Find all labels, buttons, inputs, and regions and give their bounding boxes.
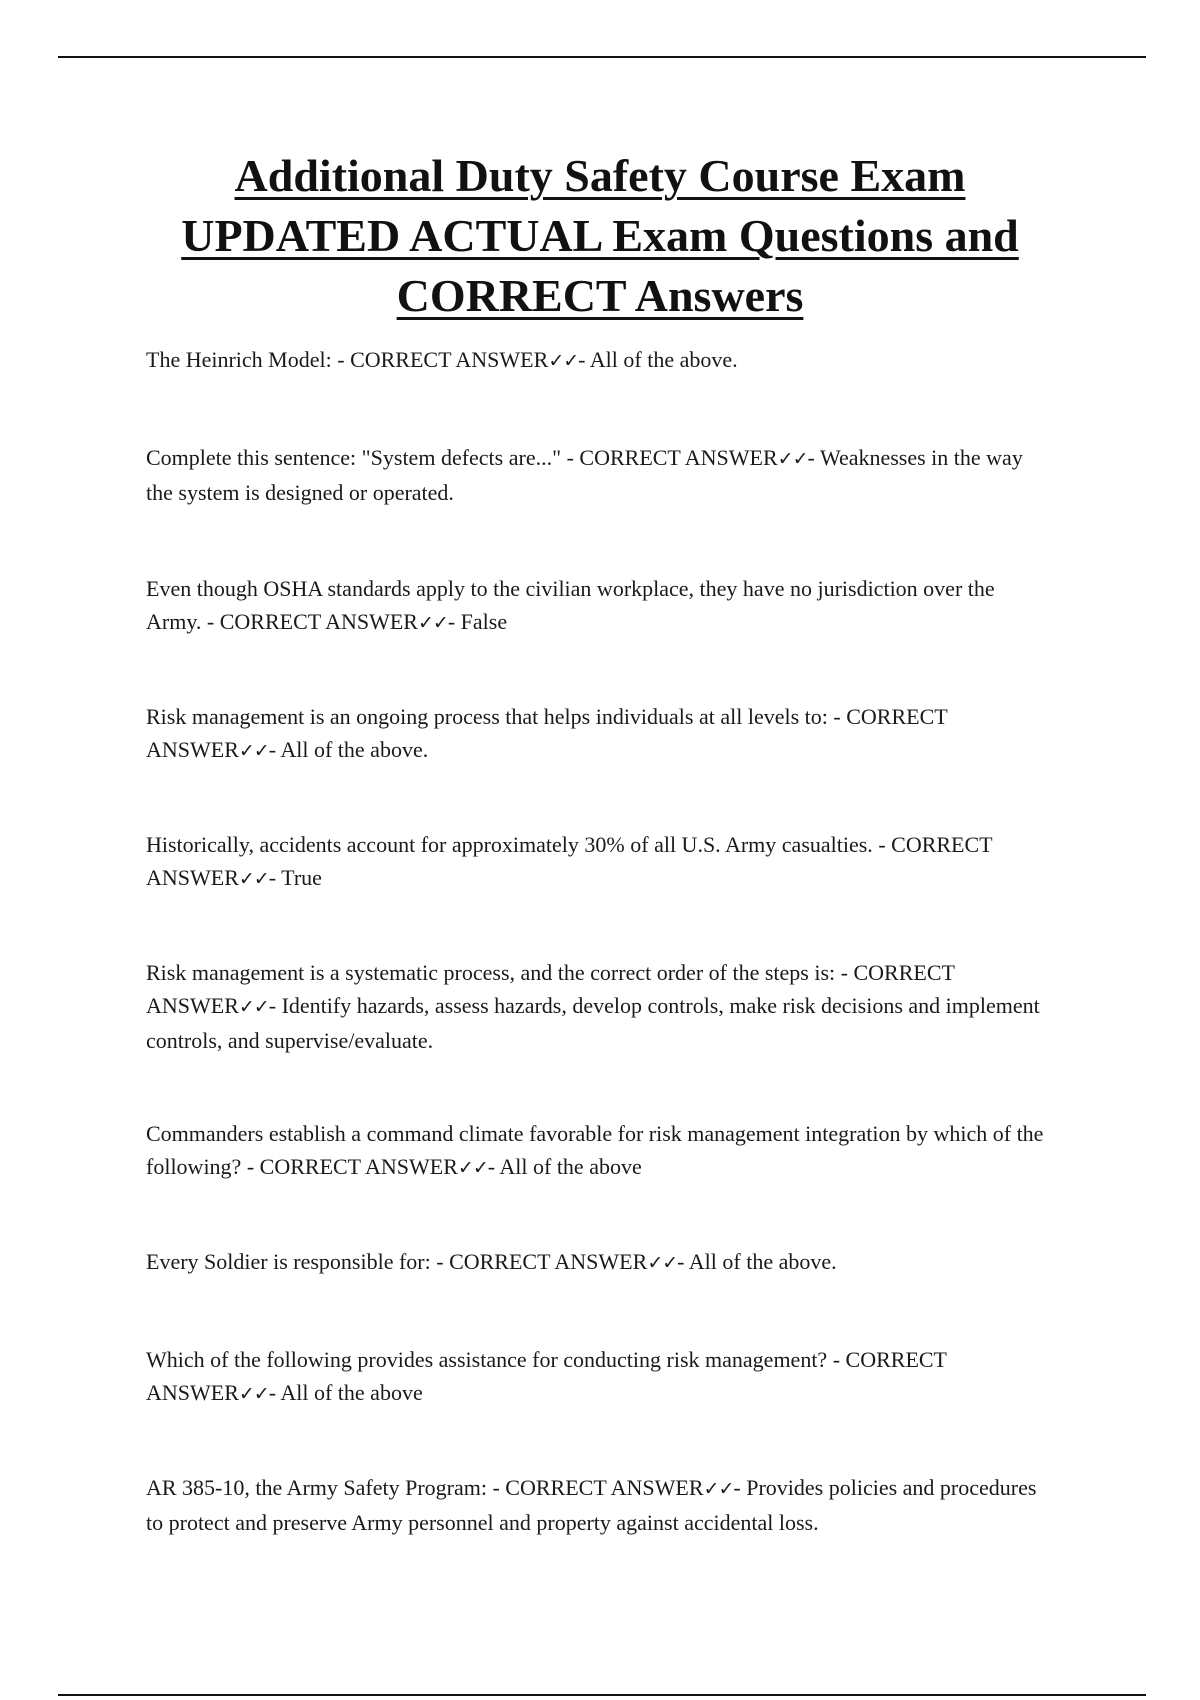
answer-marker: CORRECT ANSWER (259, 1154, 458, 1179)
qa-item: Every Soldier is responsible for: - CORRECT ANSWER✓✓- All of the above. (146, 1249, 837, 1274)
check-icon: ✓✓ (238, 996, 269, 1018)
check-icon: ✓✓ (703, 1478, 734, 1500)
title-line: Additional Duty Safety Course Exam (234, 150, 966, 201)
question-text: Commanders establish a command climate favorable for risk management integration by which of the following? (146, 1121, 1044, 1179)
answer-marker: CORRECT ANSWER (146, 960, 955, 1018)
answer-marker: CORRECT ANSWER (146, 704, 948, 762)
check-icon: ✓✓ (238, 1383, 269, 1405)
qa-item: The Heinrich Model: - CORRECT ANSWER✓✓- All of the above. (146, 347, 738, 372)
top-rule (58, 56, 1146, 58)
question-text: AR 385-10, the Army Safety Program: (146, 1475, 487, 1500)
answer-text: All of the above. (589, 347, 738, 372)
qa-item: Commanders establish a command climate favorable for risk management integration by which of the following? - CORRECT ANSWER✓✓- All of the above (146, 1121, 1044, 1179)
answer-text: All of the above (499, 1154, 642, 1179)
answer-text: All of the above (280, 1380, 423, 1405)
question-text: Even though OSHA standards apply to the civilian workplace, they have no jurisdiction over the Army. (146, 576, 995, 634)
question-text: Every Soldier is responsible for: (146, 1249, 431, 1274)
check-icon: ✓✓ (238, 740, 269, 762)
qa-item: Even though OSHA standards apply to the civilian workplace, they have no jurisdiction over the Army. - CORRECT ANSWER✓✓- False (146, 576, 995, 634)
answer-marker: CORRECT ANSWER (350, 347, 549, 372)
question-text: The Heinrich Model: (146, 347, 332, 372)
title-line: UPDATED ACTUAL Exam Questions and (181, 210, 1019, 261)
answer-marker: CORRECT ANSWER (219, 609, 418, 634)
qa-list (146, 343, 1046, 1539)
answer-text: False (460, 609, 508, 634)
answer-marker: CORRECT ANSWER (579, 445, 778, 470)
check-icon: ✓✓ (647, 1252, 678, 1274)
check-icon: ✓✓ (417, 612, 448, 634)
answer-marker: CORRECT ANSWER (505, 1475, 704, 1500)
question-text: Which of the following provides assistance for conducting risk management? (146, 1347, 828, 1372)
answer-marker: CORRECT ANSWER (146, 832, 993, 890)
check-icon: ✓✓ (777, 448, 808, 470)
answer-marker: CORRECT ANSWER (146, 1347, 947, 1405)
qa-item: Historically, accidents account for approximately 30% of all U.S. Army casualties. - CORRECT ANSWER✓✓- True (146, 832, 993, 890)
question-text: Historically, accidents account for approximately 30% of all U.S. Army casualties. (146, 832, 873, 857)
answer-text: Identify hazards, assess hazards, develop controls, make risk decisions and implement controls, and supervise/evaluate. (146, 993, 1040, 1053)
answer-text: Weaknesses in the way the system is designed or operated. (146, 445, 1023, 505)
answer-text: All of the above. (280, 737, 429, 762)
qa-item: Risk management is a systematic process, and the correct order of the steps is: - CORRECT ANSWER✓✓- Identify hazards, assess hazards, develop controls, make risk decisions and implement controls, and supervise/evaluate. (146, 960, 1040, 1053)
check-icon: ✓✓ (457, 1157, 488, 1179)
answer-text: True (281, 865, 322, 890)
question-text: Complete this sentence: "System defects are..." (146, 445, 562, 470)
answer-text: All of the above. (688, 1249, 837, 1274)
answer-marker: CORRECT ANSWER (449, 1249, 648, 1274)
qa-item: Complete this sentence: "System defects are..." - CORRECT ANSWER✓✓- Weaknesses in the way the system is designed or operated. (146, 445, 1023, 505)
qa-item: Risk management is an ongoing process that helps individuals at all levels to: - CORRECT ANSWER✓✓- All of the above. (146, 704, 948, 762)
answer-text: Provides policies and procedures to protect and preserve Army personnel and property against accidental loss. (146, 1475, 1037, 1535)
document-title (60, 146, 1140, 326)
qa-item: AR 385-10, the Army Safety Program: - CORRECT ANSWER✓✓- Provides policies and procedures to protect and preserve Army personnel and property against accidental loss. (146, 1475, 1037, 1535)
check-icon: ✓✓ (238, 868, 269, 890)
title-line: CORRECT Answers (396, 270, 804, 321)
bottom-rule (58, 1694, 1146, 1696)
question-text: Risk management is a systematic process, and the correct order of the steps is: (146, 960, 836, 985)
check-icon: ✓✓ (548, 350, 579, 372)
qa-item: Which of the following provides assistance for conducting risk management? - CORRECT ANSWER✓✓- All of the above (146, 1347, 947, 1405)
question-text: Risk management is an ongoing process that helps individuals at all levels to: (146, 704, 828, 729)
